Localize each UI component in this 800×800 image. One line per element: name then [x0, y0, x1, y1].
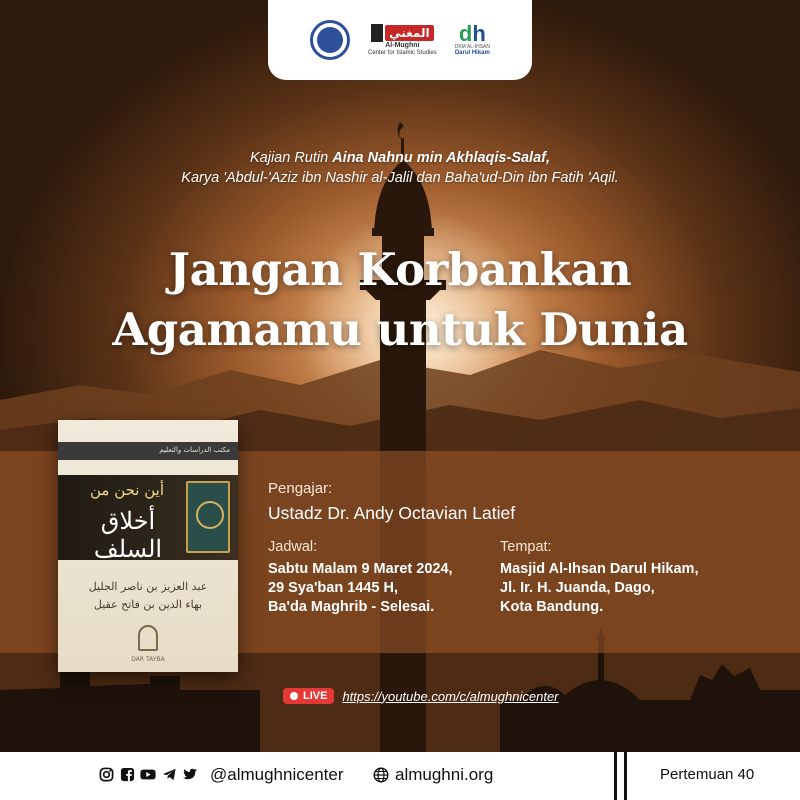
event-title [40, 240, 760, 360]
social-handle[interactable]: @almughnicenter [210, 765, 344, 784]
book-arabic-main: أخلاق السلف [93, 507, 163, 563]
live-badge-label: LIVE [303, 690, 328, 702]
logo-card [268, 0, 532, 80]
book-cover [58, 420, 238, 672]
series-subtitle [100, 148, 700, 188]
footer-divider-2 [624, 752, 627, 800]
schedule-line-2: 29 Sya'ban 1445 H, [268, 580, 398, 596]
book-publisher: DAR TAYBA [131, 656, 165, 663]
place-label: Tempat: [500, 539, 552, 555]
book-ornament-icon [186, 481, 230, 553]
al-mughni-name: Al-Mughni [385, 41, 420, 49]
al-mughni-arabic: المغني [385, 25, 433, 41]
schedule-value [268, 560, 453, 617]
session-number: Pertemuan 40 [660, 766, 755, 783]
globe-icon [373, 767, 389, 787]
youtube-icon[interactable] [140, 766, 156, 782]
live-stream [283, 688, 559, 704]
schedule-line-3: Ba'da Maghrib - Selesai. [268, 599, 435, 615]
website-link[interactable]: almughni.org [395, 765, 494, 784]
al-mughni-tagline: Center for Islamic Studies [368, 49, 437, 56]
event-title-line2: Agamamu untuk Dunia [112, 303, 688, 356]
book-arabic-top: أين نحن من [89, 481, 165, 499]
al-mughni-logo [368, 24, 437, 56]
book-author-2: بهاء الدين بن فاتح عقيل [93, 598, 203, 611]
darul-hikam-line2: Darul Hikam [454, 50, 490, 57]
footer [0, 752, 800, 800]
place-line-3: Kota Bandung. [500, 599, 604, 615]
darul-hikam-mark: dh [458, 20, 486, 46]
teacher-label: Pengajar: [268, 480, 333, 497]
youtube-link[interactable]: https://youtube.com/c/almughnicenter [342, 688, 559, 704]
place-value [500, 560, 698, 617]
live-badge [283, 688, 334, 704]
teacher-name: Ustadz Dr. Andy Octavian Latief [268, 503, 516, 523]
schedule-line-1: Sabtu Malam 9 Maret 2024, [268, 561, 453, 577]
book-authors [76, 578, 220, 614]
telegram-icon[interactable] [161, 766, 177, 782]
instagram-icon[interactable] [98, 766, 114, 782]
event-title-line1: Jangan Korbankan [168, 243, 632, 296]
seal-logo [310, 20, 350, 60]
book-title-band [58, 475, 238, 563]
footer-divider-1 [614, 752, 617, 800]
seal-logo-mark [310, 20, 350, 60]
darul-hikam-line1: DKM AL-IHSAN [454, 43, 490, 50]
darul-hikam-logo [454, 20, 490, 58]
series-authors: Karya 'Abdul-'Aziz ibn Nashir al-Jalil dan Baha'ud-Din ibn Fatih 'Aqil. [181, 170, 619, 186]
series-prefix: Kajian Rutin [249, 150, 329, 166]
book-author-1: عبد العزيز بن ناصر الجليل [88, 580, 208, 593]
facebook-icon[interactable] [119, 766, 135, 782]
book-publisher-strip: مكتب الدراسات والتعليم [58, 442, 238, 460]
social-icons [98, 766, 198, 782]
al-mughni-mark [371, 24, 383, 42]
twitter-icon[interactable] [182, 766, 198, 782]
schedule-label: Jadwal: [268, 539, 318, 555]
place-line-2: Jl. Ir. H. Juanda, Dago, [500, 580, 655, 596]
place-line-1: Masjid Al-Ihsan Darul Hikam, [500, 561, 699, 577]
publisher-mark-icon [138, 625, 158, 651]
live-dot-icon [290, 692, 298, 700]
series-book-title: Aina Nahnu min Akhlaqis-Salaf, [332, 150, 551, 166]
